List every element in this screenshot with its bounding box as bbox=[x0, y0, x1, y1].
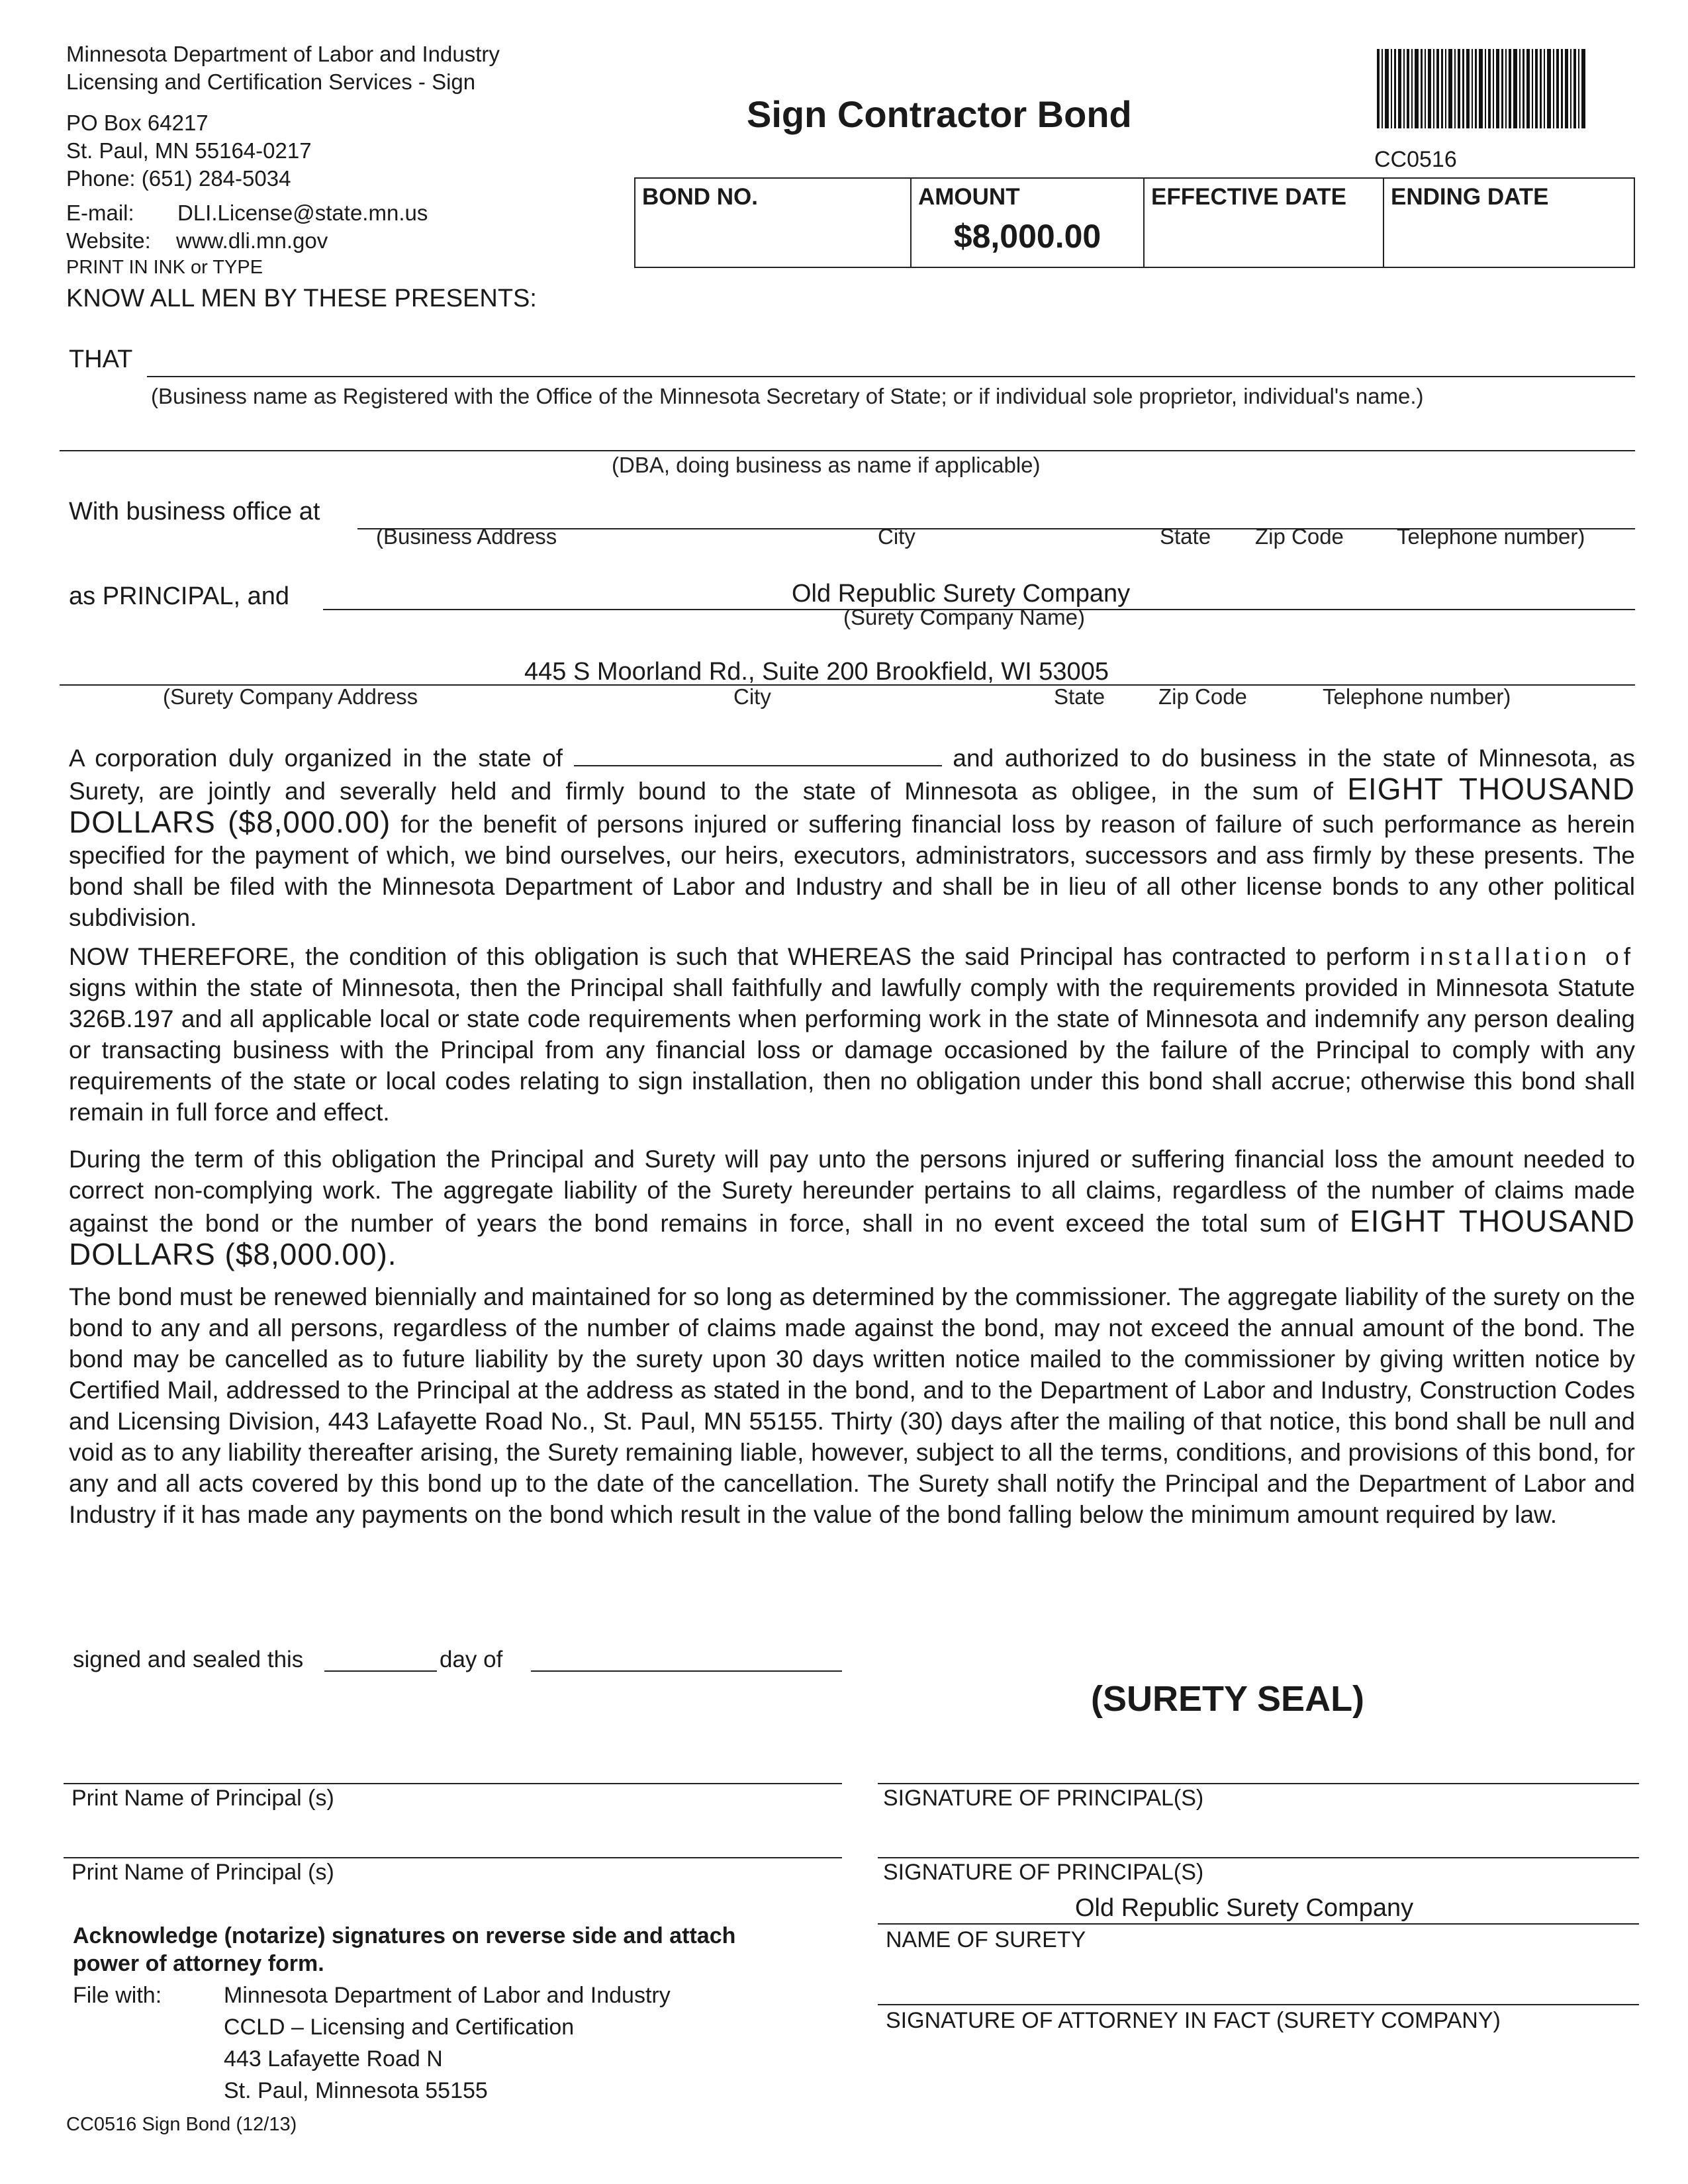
ending-date-cell[interactable] bbox=[1383, 178, 1634, 267]
bond-info-table bbox=[634, 177, 1635, 268]
p3-amount-words: EIGHT THOUSAND DOLLARS ($8,000.00). bbox=[69, 1204, 1635, 1271]
website-link[interactable]: www.dli.mn.gov bbox=[176, 228, 328, 253]
surety-address-value: 445 S Moorland Rd., Suite 200 Brookfield, WI 53005 bbox=[524, 658, 1109, 686]
file-with-line-2: CCLD – Licensing and Certification bbox=[224, 2015, 575, 2040]
file-with-line-4: St. Paul, Minnesota 55155 bbox=[224, 2078, 488, 2103]
surety-state-caption: State bbox=[1054, 684, 1105, 709]
business-name-caption: (Business name as Registered with the Office of the Minnesota Secretary of State; or if individual sole proprietor, individual's name.) bbox=[151, 384, 1424, 408]
surety-zip-caption: Zip Code bbox=[1158, 684, 1247, 709]
business-address-caption: (Business Address bbox=[376, 524, 557, 549]
print-name-1-caption: Print Name of Principal (s) bbox=[71, 1786, 334, 1811]
that-label: THAT bbox=[69, 345, 133, 373]
file-with-line-1: Minnesota Department of Labor and Industry bbox=[224, 1983, 671, 2008]
print-name-2-caption: Print Name of Principal (s) bbox=[71, 1860, 334, 1885]
business-office-label: With business office at bbox=[69, 498, 320, 525]
acknowledge-line-2: power of attorney form. bbox=[73, 1951, 324, 1976]
effective-date-label: EFFECTIVE DATE bbox=[1151, 184, 1346, 210]
p1-text-a: A corporation duly organized in the state of bbox=[69, 745, 574, 772]
know-all-men: KNOW ALL MEN BY THESE PRESENTS: bbox=[66, 285, 537, 312]
paragraph-now-therefore bbox=[69, 941, 1635, 1128]
surety-name-caption: (Surety Company Name) bbox=[843, 605, 1085, 629]
sig-attorney-line[interactable] bbox=[878, 2004, 1639, 2005]
sig-attorney-caption: SIGNATURE OF ATTORNEY IN FACT (SURETY COMPANY) bbox=[886, 2008, 1501, 2033]
sig-principal-2-line[interactable] bbox=[878, 1857, 1639, 1858]
sig-principal-1-line[interactable] bbox=[878, 1783, 1639, 1784]
paragraph-during-term bbox=[69, 1144, 1635, 1272]
surety-seal: (SURETY SEAL) bbox=[1091, 1679, 1365, 1719]
sig-principal-2-caption: SIGNATURE OF PRINCIPAL(S) bbox=[883, 1860, 1204, 1885]
print-note: PRINT IN INK or TYPE bbox=[66, 257, 263, 278]
name-of-surety-line[interactable] bbox=[878, 1923, 1639, 1925]
form-code: CC0516 bbox=[1374, 147, 1457, 172]
effective-date-cell[interactable] bbox=[1144, 178, 1383, 267]
p1-amount-words: EIGHT THOUSAND DOLLARS ($8,000.00) bbox=[69, 772, 1635, 839]
ending-date-label: ENDING DATE bbox=[1391, 184, 1549, 210]
org-city: St. Paul, MN 55164-0217 bbox=[66, 138, 312, 163]
email-link[interactable]: DLI.License@state.mn.us bbox=[177, 201, 428, 225]
surety-name-signed-value: Old Republic Surety Company bbox=[1075, 1894, 1414, 1922]
zip-caption: Zip Code bbox=[1255, 524, 1344, 549]
sig-principal-1-caption: SIGNATURE OF PRINCIPAL(S) bbox=[883, 1786, 1204, 1811]
file-with-label: File with: bbox=[73, 1983, 162, 2008]
p2-text-spaced: installation of bbox=[1419, 943, 1636, 970]
org-po-box: PO Box 64217 bbox=[66, 111, 209, 135]
org-name: Minnesota Department of Labor and Industry bbox=[66, 42, 500, 66]
page-title: Sign Contractor Bond bbox=[747, 93, 1132, 135]
paragraph-surety bbox=[69, 743, 1635, 933]
org-division: Licensing and Certification Services - Sign bbox=[66, 69, 476, 94]
org-phone: Phone: (651) 284-5034 bbox=[66, 166, 291, 191]
surety-name-value: Old Republic Surety Company bbox=[792, 580, 1131, 608]
day-of-label: day of bbox=[440, 1647, 503, 1672]
amount-label: AMOUNT bbox=[918, 184, 1020, 210]
website-label: Website: bbox=[66, 228, 151, 253]
bond-no-label: BOND NO. bbox=[642, 184, 758, 210]
as-principal-label: as PRINCIPAL, and bbox=[69, 582, 290, 610]
print-name-1-line[interactable] bbox=[64, 1783, 842, 1784]
signed-sealed-label: signed and sealed this bbox=[73, 1647, 304, 1672]
surety-address-caption: (Surety Company Address bbox=[163, 684, 418, 709]
bond-body bbox=[69, 743, 1635, 1530]
phone-caption: Telephone number) bbox=[1397, 524, 1585, 549]
bond-no-cell[interactable] bbox=[635, 178, 911, 267]
amount-cell bbox=[911, 178, 1144, 267]
p1-text-b: and authorized to do business in the state of Minnesota, as Surety, are jointly and severally held and firmly bound to the state of Minnesota as obligee, in the sum of bbox=[69, 745, 1636, 805]
paragraph-renewal: The bond must be renewed biennially and maintained for so long as determined by the commissioner. The aggregate liability of the surety on the bond to any and all persons, regardless of the number of claims made against the bond, may not exceed the annual amount of the bond. The bond may be cancelled as to future liability by the surety upon 30 days written notice mailed to the commissioner by giving written notice by Certified Mail, addressed to the Principal at the address as stated in the bond, and to the Department of Labor and Industry, Construction Codes and Licensing Division, 443 Lafayette Road No., St. Paul, MN 55155. Thirty (30) days after the mailing of that notice, this bond shall be null and void as to any liability thereafter arising, the Surety remaining liable, however, subject to all the terms, conditions, and provisions of this bond, for any and all acts covered by this bond up to the date of the cancellation. The Surety shall notify the Principal and the Department of Labor and Industry if it has made any payments on the bond which result in the value of the bond falling below the minimum amount required by law. bbox=[69, 1283, 1635, 1528]
p2-text-a: NOW THEREFORE, the condition of this obligation is such that WHEREAS the said Principal has contracted to perform bbox=[69, 943, 1420, 970]
p3-text-a: During the term of this obligation the Principal and Surety will pay unto the persons injured or suffering financial loss the amount needed to correct non-complying work. The aggregate liability of the Surety hereunder pertains to all claims, regardless of the number of claims made against the bond or the number of years the bond remains in force, shall in no event exceed the total sum of bbox=[69, 1146, 1635, 1237]
state-caption: State bbox=[1160, 524, 1211, 549]
barcode-graphic bbox=[1377, 49, 1635, 128]
name-of-surety-caption: NAME OF SURETY bbox=[886, 1927, 1086, 1952]
print-name-2-line[interactable] bbox=[64, 1857, 842, 1858]
p1-text-c: for the benefit of persons injured or suffering financial loss by reason of failure of such performance as herein specified for the payment of which, we bind ourselves, our heirs, executors, administrators, successors and ass firmly by these presents. The bond shall be filed with the Minnesota Department of Labor and Industry and shall be in lieu of all other license bonds to any other political subdivision. bbox=[69, 811, 1636, 931]
form-id: CC0516 Sign Bond (12/13) bbox=[66, 2114, 297, 2135]
amount-value: $8,000.00 bbox=[953, 218, 1102, 255]
email-label: E-mail: bbox=[66, 201, 134, 225]
surety-phone-caption: Telephone number) bbox=[1323, 684, 1511, 709]
state-organized-blank[interactable] bbox=[574, 745, 942, 766]
p2-text-b: signs within the state of Minnesota, then the Principal shall faithfully and lawfully comply with the requirements provided in Minnesota Statute 326B.197 and all applicable local or state code requirements when performing work in the state of Minnesota and indemnify any person dealing or transacting business with the Principal from any financial loss or damage occasioned by the failure of the Principal to comply with any requirements of the state or local codes relating to sign installation, then no obligation under this bond shall accrue; otherwise this bond shall remain in full force and effect. bbox=[69, 974, 1635, 1126]
business-name-line[interactable] bbox=[147, 376, 1635, 377]
signed-month-line[interactable] bbox=[531, 1670, 842, 1672]
dba-caption: (DBA, doing business as name if applicable) bbox=[612, 453, 1041, 477]
acknowledge-line-1: Acknowledge (notarize) signatures on reverse side and attach bbox=[73, 1923, 736, 1948]
surety-city-caption: City bbox=[733, 684, 771, 709]
signed-day-line[interactable] bbox=[324, 1670, 437, 1672]
file-with-line-3: 443 Lafayette Road N bbox=[224, 2046, 443, 2071]
city-caption: City bbox=[878, 524, 915, 549]
dba-line[interactable] bbox=[60, 450, 1635, 451]
